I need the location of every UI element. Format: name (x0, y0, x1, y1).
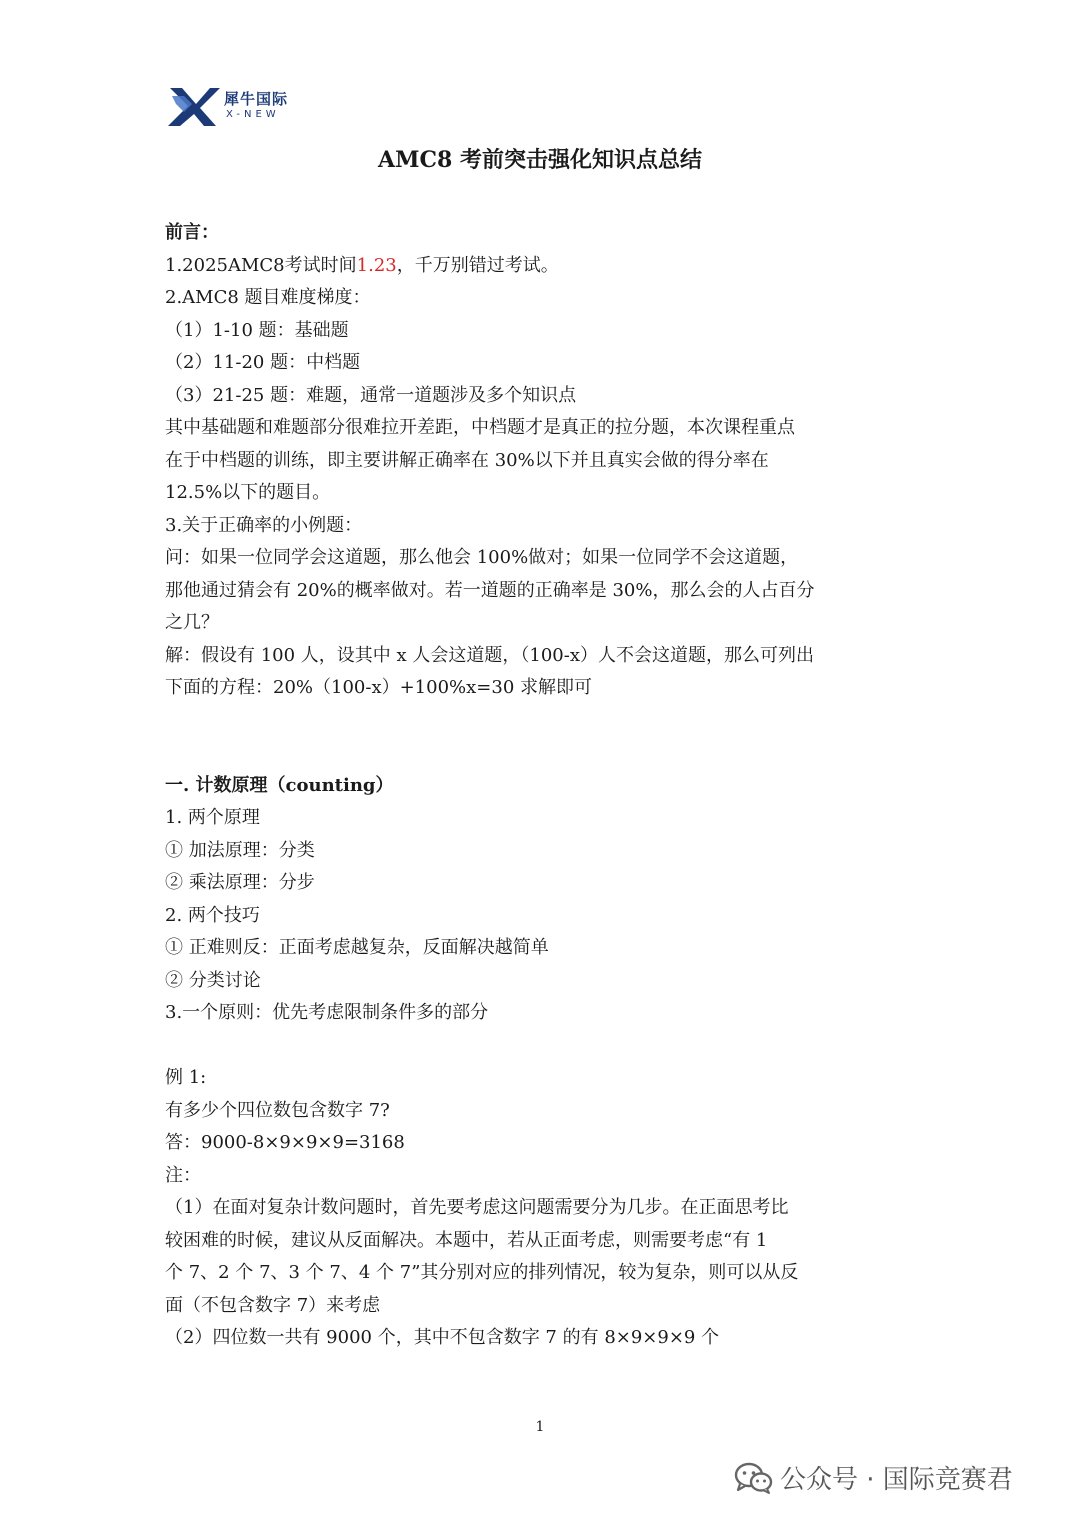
section-1-line-3: ② 乘法原理：分步 (165, 872, 315, 893)
example-1-label: 例 1: (165, 1067, 207, 1088)
example-1-answer: 答：9000-8×9×9×9=3168 (165, 1132, 405, 1153)
solution-line-2: 下面的方程：20%（100-x）+100%x=30 求解即可 (165, 677, 592, 698)
question-line-3: 之几？ (165, 612, 219, 633)
section-1-line-7: 3.一个原则：优先考虑限制条件多的部分 (165, 1002, 489, 1023)
example-1-note-1-line-2: 较困难的时候，建议从反面解决。本题中，若从正面考虑，则需要考虑“有 1 (165, 1229, 768, 1251)
spacer (165, 1030, 917, 1063)
preface-paragraph-line-3: 12.5%以下的题目。 (165, 482, 331, 503)
spacer (165, 705, 917, 770)
preface-heading: 前言： (165, 222, 219, 243)
preface-paragraph-line-2: 在于中档题的训练，即主要讲解正确率在 30%以下并且真实会做的得分率在 (165, 449, 769, 471)
section-1-heading: 一. 计数原理（counting） (165, 774, 394, 796)
logo-english-name: X-NEW (226, 109, 280, 120)
preface-line-2: 2.AMC8 题目难度梯度： (165, 287, 371, 308)
exam-time-prefix: 1.2025AMC8考试时间 (165, 254, 357, 276)
example-1-note-1-line-1: （1）在面对复杂计数问题时，首先要考虑这问题需要分为几步。在正面思考比 (165, 1197, 789, 1218)
section-1-line-6: ② 分类讨论 (165, 969, 261, 991)
preface-line-5: （3）21-25 题：难题，通常一道题涉及多个知识点 (165, 384, 577, 406)
logo-chinese-name: 犀牛国际 (224, 90, 289, 108)
example-1-note-1-line-4: 面（不包含数字 7）来考虑 (165, 1294, 381, 1316)
example-1-question: 有多少个四位数包含数字 7? (165, 1099, 390, 1121)
wechat-icon (734, 1461, 774, 1495)
example-1-note-2: （2）四位数一共有 9000 个，其中不包含数字 7 的有 8×9×9×9 个 (165, 1327, 720, 1348)
preface-paragraph-line-1: 其中基础题和难题部分很难拉开差距，中档题才是真正的拉分题，本次课程重点 (165, 417, 795, 438)
example-1-note-1-line-3: 个 7、2 个 7、3 个 7、4 个 7”其分别对应的排列情况，较为复杂，则可以从反 (165, 1262, 799, 1283)
page-number: 1 (535, 1419, 545, 1435)
section-1-line-2: ① 加法原理：分类 (165, 839, 315, 861)
example-1-note-label: 注： (165, 1164, 201, 1186)
wechat-watermark (734, 1455, 1054, 1505)
preface-line-1 (165, 250, 917, 283)
exam-date: 1.23 (356, 254, 397, 276)
exam-time-suffix: ，千万别错过考试。 (396, 254, 559, 276)
section-1-line-1: 1. 两个原理 (165, 807, 260, 828)
logo (166, 84, 306, 128)
question-line-2: 那他通过猜会有 20%的概率做对。若一道题的正确率是 30%，那么会的人占百分 (165, 579, 815, 601)
section-1-line-5: ① 正难则反：正面考虑越复杂，反面解决越简单 (165, 937, 549, 958)
document-body (165, 217, 917, 1355)
x-new-logo-icon (166, 84, 222, 128)
preface-line-4: （2）11-20 题：中档题 (165, 352, 361, 373)
preface-line-3: （1）1-10 题：基础题 (165, 319, 349, 341)
preface-line-6: 3.关于正确率的小例题： (165, 514, 363, 536)
watermark-text: 公众号 · 国际竞赛君 (780, 1465, 1013, 1495)
question-line-1: 问：如果一位同学会这道题，那么他会 100%做对；如果一位同学不会这道题， (165, 547, 799, 568)
document-title: AMC8 考前突击强化知识点总结 (378, 147, 702, 173)
solution-line-1: 解：假设有 100 人，设其中 x 人会这道题，（100-x）人不会这道题，那么可列出 (165, 644, 814, 666)
section-1-line-4: 2. 两个技巧 (165, 904, 260, 926)
